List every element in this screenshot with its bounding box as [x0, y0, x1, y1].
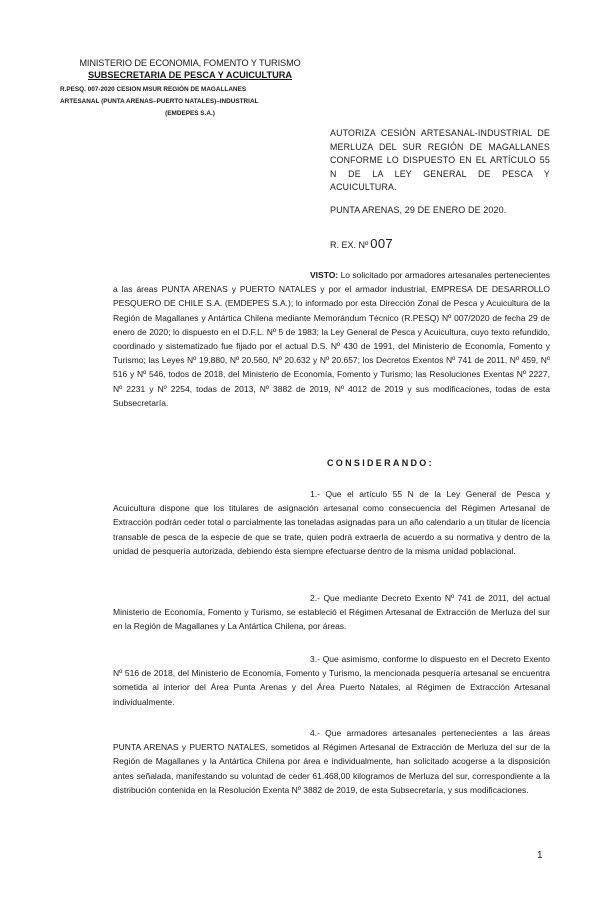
resolution-date: PUNTA ARENAS, 29 DE ENERO DE 2020. — [330, 205, 507, 215]
reference-line-1: R.PESQ. 007-2020 CESION MSUR REGIÓN DE MAGALLANES — [60, 86, 247, 93]
considerando-paragraph-4: 4.- Que armadores artesanales pertenecientes a las áreas PUNTA ARENAS y PUERTO NATALES, sometidos al Régimen Artesanal de Extracción de Merluza del sur de la Región de Magallanes y la Antártica Chilena por área e individualmente, han solicitado acogerse a la disposición antes señalada, manifestando su voluntad de ceder 61.468,00 kilogramos de Merluza del sur, correspondiente a la distribución contenida en la Resolución Exenta Nº 3882 de 2019, de esta Subsecretaría, y sus modificaciones. — [113, 728, 550, 795]
resolution-subject: AUTORIZA CESIÓN ARTESANAL-INDUSTRIAL DE MERLUZA DEL SUR REGIÓN DE MAGALLANES CONFORME LO DISPUESTO EN EL ARTÍCULO 55 N DE LA LEY GENERAL DE PESCA Y ACUICULTURA. — [330, 128, 550, 193]
resolution-prefix: R. EX. Nº — [330, 240, 369, 250]
visto-text: Lo solicitado por armadores artesanales pertenecientes a las áreas PUNTA ARENAS y PUERTO NATALES y por el armador industrial, EMPRESA DE DESARROLLO PESQUERO DE CHILE S.A. (EMDEPES S.A.); lo informado por esta Dirección Zonal de Pesca y Acuicultura de la Región de Magallanes y Antártica Chilena mediante Memorándum Técnico (R.PESQ) Nº 007/2020 de fecha 29 de enero de 2020; lo dispuesto en el D.F.L. Nº 5 de 1983; la Ley General de Pesca y Acuicultura, cuyo texto refundido, coordinado y sistematizado fue fijado por el actual D.S. Nº 430 de 1991, del Ministerio de Economía, Fomento y Turismo; las Leyes Nº 19.880, Nº 20.560, Nº 20.632 y Nº 20.657; los Decretos Exentos Nº 741 de 2011, Nº 459, Nº 516 y Nº 546, todos de 2018, del Ministerio de Economía, Fomento y Turismo; las Resoluciones Exentas Nº 2227, Nº 2231 y Nº 2254, todas de 2013, Nº 3882 de 2019, Nº 4012 de 2019 y sus modificaciones, todas de esta Subsecretaría. — [113, 270, 550, 408]
subsecretaria-name: SUBSECRETARIA DE PESCA Y ACUICULTURA — [87, 70, 292, 80]
considerando-paragraph-2: 2.- Que mediante Decreto Exento Nº 741 de 2011, del actual Ministerio de Economía, Fomento y Turismo, se estableció el Régimen Artesanal de Extracción de Merluza del sur en la Región de Magallanes y La Antártica Chilena, por áreas. — [113, 593, 550, 632]
considerando-paragraph-1: 1.- Que el artículo 55 N de la Ley General de Pesca y Acuicultura dispone que los titulares de asignación artesanal como consecuencia del Régimen Artesanal de Extracción podrán ceder total o parcialmente las toneladas asignadas para un año calendario a un titular de licencia transable de pesca de la especie de que se trate, quien podrá extraerla de acuerdo a su normativa y dentro de la unidad de pesquería autorizada, debiendo ésta siempre efectuarse dentro de la misma unidad poblacional. — [113, 489, 550, 556]
visto-paragraph — [113, 268, 550, 410]
visto-label: VISTO: — [310, 270, 339, 280]
resolution-number — [330, 236, 393, 251]
visto-section — [113, 268, 550, 410]
considerando-heading: CONSIDERANDO: — [327, 458, 434, 468]
letterhead — [60, 57, 320, 118]
reference-line-3: (EMDEPES S.A.) — [165, 110, 215, 117]
considerando-paragraph-3: 3.- Que asimismo, conforme lo dispuesto en el Decreto Exento Nº 516 de 2018, del Ministerio de Economía, Fomento y Turismo, la mencionada pesquería artesanal se encuentra sometida al interior del Área Punta Arenas y del Área Puerto Natales, al Régimen de Extracción Artesanal individualmente. — [113, 654, 550, 707]
resolution-number-value: 007 — [370, 236, 393, 251]
ministry-name: MINISTERIO DE ECONOMIA, FOMENTO Y TURISMO — [79, 58, 301, 68]
reference-line-2: ARTESANAL (PUNTA ARENAS–PUERTO NATALES)–INDUSTRIAL — [60, 98, 259, 105]
page-number: 1 — [537, 850, 543, 861]
